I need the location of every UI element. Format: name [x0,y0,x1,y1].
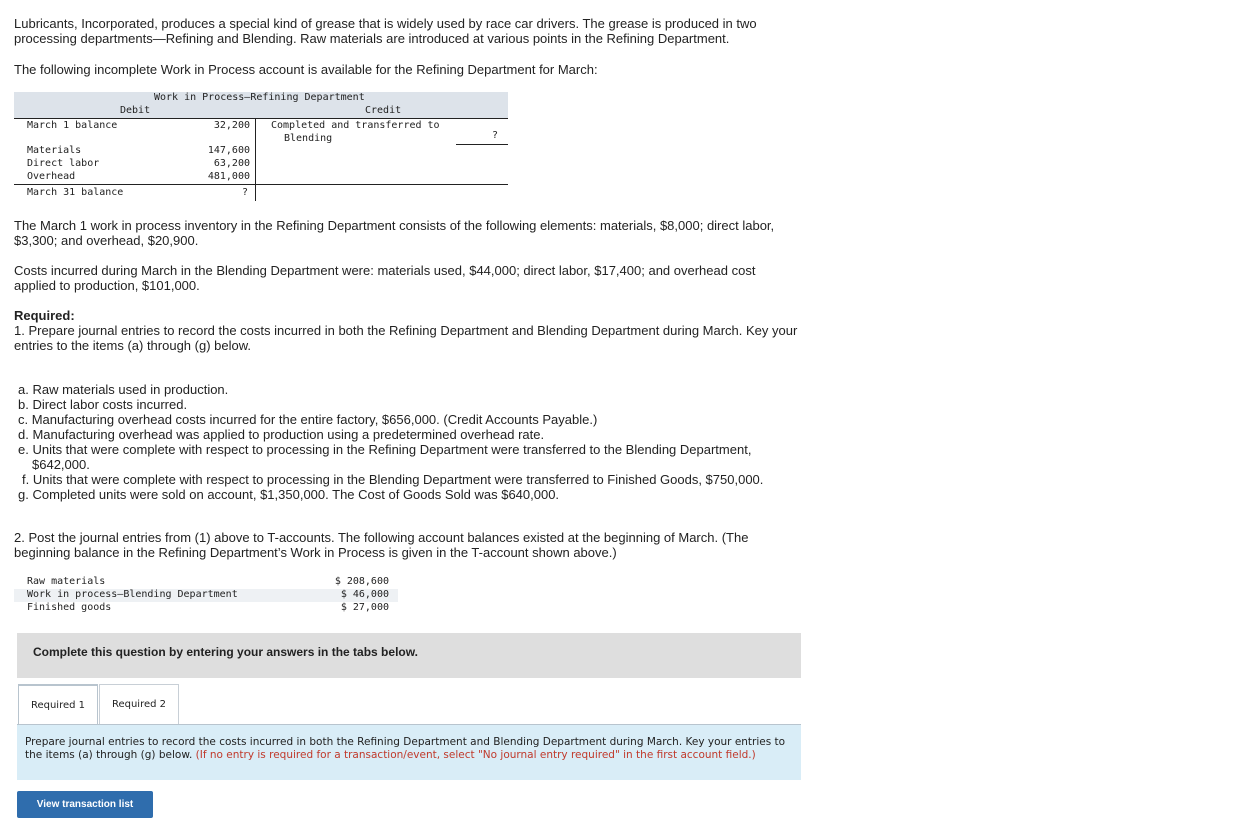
balance-label: Raw materials [27,576,106,587]
tab-required-2[interactable]: Required 2 [99,684,179,724]
item-c: c. Manufacturing overhead costs incurred for the entire factory, $656,000. (Credit Accounts Payable.) [18,412,598,427]
debit-row-value: 481,000 [207,171,250,182]
debit-row-value: ? [241,187,248,198]
view-transaction-list-button[interactable]: View transaction list [17,791,153,818]
item-a: a. Raw materials used in production. [18,382,229,397]
debit-header: Debit [120,105,151,116]
instruction-text: Complete this question by entering your answers in the tabs below. [33,645,418,659]
required-2-text: 2. Post the journal entries from (1) above to T-accounts. The following account balances existed at the beginning of March. (The beginning balance in the Refining Department’s Work in Process is given in the T-account shown above.) [14,530,749,560]
credit-row-label: Blending [284,133,333,144]
intro-taccount-caption: The following incomplete Work in Process account is available for the Refining Department for March: [14,62,598,77]
tab-panel-note: (If no entry is required for a transaction/event, select "No journal entry required" in the first account field.) [195,749,756,761]
beginning-balances-table [14,576,398,618]
debit-row-label: Overhead [27,171,76,182]
debit-row-label: Materials [27,145,82,156]
debit-row-value: 147,600 [207,145,250,156]
balance-label: Work in process—Blending Department [27,589,238,600]
tab-panel [17,724,801,780]
item-e-continued: $642,000. [32,457,90,472]
debit-row-value: 63,200 [213,158,250,169]
item-b: b. Direct labor costs incurred. [18,397,188,412]
instruction-bar [17,633,801,678]
debit-row-label: March 1 balance [27,120,118,131]
credit-row-label: Completed and transferred to [271,120,440,131]
transaction-items [18,382,808,502]
blending-costs-paragraph: Costs incurred during March in the Blending Department were: materials used, $44,000; direct labor, $17,400; and overhead cost applied to production, $101,000. [14,263,756,293]
balance-value: $ 208,600 [334,576,389,587]
balance-label: Finished goods [27,602,112,613]
balance-value: $ 27,000 [340,602,389,613]
intro-paragraph: Lubricants, Incorporated, produces a special kind of grease that is widely used by race car drivers. The grease is produced in two processing departments—Refining and Blending. Raw materials are introduced at various points in the Refining Department. [14,16,757,46]
debit-row-label: March 31 balance [27,187,124,198]
tab-required-1[interactable]: Required 1 [18,684,98,724]
taccount-refining [14,92,508,202]
item-f: f. Units that were complete with respect to processing in the Blending Department were transferred to Finished Goods, $750,000. [22,472,764,487]
required-heading: Required: [14,308,75,323]
taccount-title: Work in Process—Refining Department [154,92,365,103]
debit-row-label: Direct labor [27,158,100,169]
required-1-text: 1. Prepare journal entries to record the costs incurred in both the Refining Department and Blending Department during March. Key your entries to the items (a) through (g) below. [14,323,798,353]
tab-panel-text: Prepare journal entries to record the costs incurred in both the Refining Department and Blending Department during March. Key your entries to the items (a) through (g) below. [25,736,786,761]
wip-composition-paragraph: The March 1 work in process inventory in the Refining Department consists of the following elements: materials, $8,000; direct labor, $3,300; and overhead, $20,900. [14,218,775,248]
credit-header: Credit [365,105,402,116]
item-e: e. Units that were complete with respect to processing in the Refining Department were transferred to the Blending Department, [18,442,752,457]
item-g: g. Completed units were sold on account, $1,350,000. The Cost of Goods Sold was $640,000. [18,487,560,502]
balance-value: $ 46,000 [340,589,389,600]
debit-row-value: 32,200 [213,120,250,131]
credit-row-value: ? [491,130,498,141]
item-d: d. Manufacturing overhead was applied to production using a predetermined overhead rate. [18,427,545,442]
